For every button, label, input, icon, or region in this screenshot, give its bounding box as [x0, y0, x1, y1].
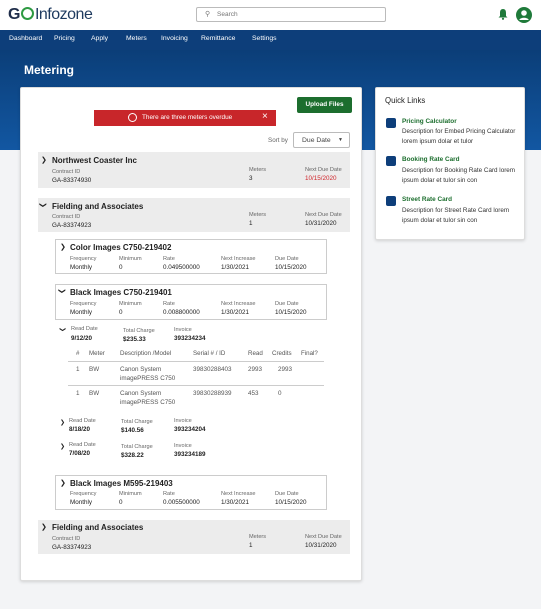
read-date-value: 8/18/20	[69, 426, 91, 433]
row-description: Canon System	[120, 390, 162, 397]
column-header: Final?	[301, 350, 318, 357]
minimum-label: Minimum	[119, 491, 142, 497]
next-due-label: Next Due Date	[305, 167, 342, 173]
link-icon	[386, 118, 396, 128]
total-charge-value: $328.22	[121, 452, 144, 459]
quick-link-description: Description for Embed Pricing Calculator lorem ipsum dolar et tulor	[402, 128, 516, 145]
chevron-down-icon[interactable]: ❯	[59, 326, 66, 333]
chevron-right-icon[interactable]: ❯	[41, 157, 47, 164]
row-number: 1	[76, 390, 80, 397]
frequency-label: Frequency	[70, 256, 97, 262]
table-divider	[68, 361, 324, 362]
meter-card[interactable]	[55, 239, 327, 274]
due-date-value: 10/15/2020	[275, 264, 307, 271]
next-due-value: 10/31/2020	[305, 220, 337, 227]
chevron-down-icon: ▼	[338, 137, 343, 143]
search-box[interactable]	[196, 7, 386, 22]
next-due-label: Next Due Date	[305, 212, 342, 218]
top-bar	[0, 0, 541, 30]
rate-label: Rate	[163, 256, 175, 262]
meters-label: Meters	[249, 212, 267, 218]
total-charge-value: $140.56	[121, 427, 144, 434]
sort-select[interactable]	[293, 132, 350, 148]
upload-files-button[interactable]: Upload Files	[297, 97, 352, 113]
search-input[interactable]	[217, 9, 377, 20]
next-increase-value: 1/30/2021	[221, 264, 250, 271]
next-increase-value: 1/30/2021	[221, 309, 250, 316]
row-credits: 0	[278, 390, 282, 397]
read-date-value: 7/08/20	[69, 450, 91, 457]
quick-link-description: Description for Booking Rate Card lorem ipsum dolar et tulor sin con	[402, 167, 516, 184]
total-charge-label: Total Charge	[123, 328, 155, 334]
due-date-value: 10/15/2020	[275, 499, 307, 506]
frequency-value: Monthly	[70, 309, 93, 316]
due-date-value: 10/15/2020	[275, 309, 307, 316]
meter-name: Color Images C750-219402	[70, 243, 172, 252]
page-title: Metering	[24, 63, 75, 77]
total-charge-label: Total Charge	[121, 444, 153, 450]
nav-settings[interactable]: Settings	[252, 35, 277, 42]
document-icon	[386, 156, 396, 166]
contract-id-label: Contract ID	[52, 169, 81, 175]
nav-dashboard[interactable]: Dashboard	[9, 35, 43, 42]
chevron-right-icon[interactable]: ❯	[41, 524, 47, 531]
chevron-down-icon[interactable]: ❯	[38, 202, 46, 208]
customer-group[interactable]	[38, 152, 350, 188]
chevron-right-icon[interactable]: ❯	[60, 444, 66, 450]
read-date-label: Read Date	[69, 418, 96, 424]
meter-name: Black Images M595-219403	[70, 479, 173, 488]
row-meter: BW	[89, 390, 100, 397]
chevron-right-icon[interactable]: ❯	[60, 420, 66, 426]
column-header: Credits	[272, 350, 292, 357]
nav-meters[interactable]: Meters	[126, 35, 147, 42]
table-divider	[68, 385, 324, 386]
row-model: imagePRESS C750	[120, 375, 176, 382]
column-header: #	[76, 350, 80, 357]
column-header: Meter	[89, 350, 105, 357]
main-nav	[0, 30, 541, 50]
quick-link-street-rate-card[interactable]: Street Rate Card	[402, 196, 453, 203]
rate-label: Rate	[163, 301, 175, 307]
meter-name: Black Images C750-219401	[70, 288, 172, 297]
read-date-label: Read Date	[69, 442, 96, 448]
customer-group[interactable]	[38, 198, 350, 232]
meters-value: 1	[249, 542, 253, 549]
sort-by-label: Sort by	[268, 137, 288, 144]
row-description: Canon System	[120, 366, 162, 373]
meter-card[interactable]	[55, 284, 327, 320]
chevron-right-icon[interactable]: ❯	[60, 480, 66, 487]
customer-name: Fielding and Associates	[52, 202, 144, 211]
contract-id-value: GA-83374923	[52, 222, 92, 229]
contract-id-label: Contract ID	[52, 214, 81, 220]
row-model: imagePRESS C750	[120, 399, 176, 406]
frequency-value: Monthly	[70, 264, 93, 271]
due-date-label: Due Date	[275, 256, 299, 262]
customer-group[interactable]	[38, 520, 350, 554]
nav-apply[interactable]: Apply	[91, 35, 109, 42]
overdue-alert	[94, 110, 276, 126]
next-due-label: Next Due Date	[305, 534, 342, 540]
chevron-right-icon[interactable]: ❯	[60, 244, 66, 251]
invoice-value[interactable]: 393234189	[174, 451, 206, 458]
next-increase-label: Next Increase	[221, 301, 256, 307]
contract-id-value: GA-83374930	[52, 177, 92, 184]
frequency-label: Frequency	[70, 301, 97, 307]
next-increase-value: 1/30/2021	[221, 499, 250, 506]
row-meter: BW	[89, 366, 100, 373]
chevron-down-icon[interactable]: ❯	[57, 288, 65, 294]
bell-icon[interactable]	[497, 8, 509, 20]
quick-links-title: Quick Links	[385, 96, 426, 105]
contract-id-value: GA-83374923	[52, 544, 92, 551]
nav-invoicing[interactable]: Invoicing	[161, 35, 188, 42]
rate-value: 0.049500000	[163, 264, 200, 271]
row-credits: 2993	[278, 366, 293, 373]
sort-value: Due Date	[302, 137, 331, 144]
row-read: 2993	[248, 366, 263, 373]
logo-ring-icon	[21, 7, 34, 20]
column-header: Read	[248, 350, 263, 357]
invoice-value[interactable]: 393234204	[174, 426, 206, 433]
meter-card[interactable]	[55, 475, 327, 510]
minimum-value: 0	[119, 264, 123, 271]
row-read: 453	[248, 390, 259, 397]
customer-name: Northwest Coaster Inc	[52, 156, 137, 165]
due-date-label: Due Date	[275, 301, 299, 307]
next-due-value: 10/31/2020	[305, 542, 337, 549]
minimum-value: 0	[119, 499, 123, 506]
minimum-label: Minimum	[119, 256, 142, 262]
next-due-value: 10/15/2020	[305, 175, 337, 182]
nav-remittance[interactable]: Remittance	[201, 35, 236, 42]
contract-id-label: Contract ID	[52, 536, 81, 542]
meters-value: 3	[249, 175, 253, 182]
total-charge-label: Total Charge	[121, 419, 153, 425]
frequency-value: Monthly	[70, 499, 93, 506]
infozone-logo[interactable]: G Infozone	[8, 6, 93, 23]
row-serial: 39830288403	[193, 366, 232, 373]
user-avatar-icon[interactable]	[516, 7, 532, 23]
next-increase-label: Next Increase	[221, 491, 256, 497]
minimum-value: 0	[119, 309, 123, 316]
read-date-label: Read Date	[71, 326, 98, 332]
quick-link-booking-rate-card[interactable]: Booking Rate Card	[402, 156, 460, 163]
row-number: 1	[76, 366, 80, 373]
meters-value: 1	[249, 220, 253, 227]
frequency-label: Frequency	[70, 491, 97, 497]
row-serial: 39830288939	[193, 390, 232, 397]
quick-link-description: Description for Street Rate Card lorem ipsum dolar et tulor sin con	[402, 207, 510, 224]
invoice-label: Invoice	[174, 327, 192, 333]
close-icon[interactable]: ×	[262, 111, 268, 122]
nav-pricing[interactable]: Pricing	[54, 35, 75, 42]
column-header: Serial # / ID	[193, 350, 226, 357]
due-date-label: Due Date	[275, 491, 299, 497]
read-date-value: 9/12/20	[71, 335, 93, 342]
invoice-label: Invoice	[174, 418, 192, 424]
quick-link-pricing-calculator[interactable]: Pricing Calculator	[402, 118, 457, 125]
alert-text: There are three meters overdue	[142, 114, 233, 121]
meters-label: Meters	[249, 534, 267, 540]
minimum-label: Minimum	[119, 301, 142, 307]
document-icon	[386, 196, 396, 206]
customer-name: Fielding and Associates	[52, 523, 144, 532]
total-charge-value: $235.33	[123, 336, 146, 343]
rate-value: 0.005500000	[163, 499, 200, 506]
rate-label: Rate	[163, 491, 175, 497]
invoice-label: Invoice	[174, 443, 192, 449]
rate-value: 0.008800000	[163, 309, 200, 316]
meters-label: Meters	[249, 167, 267, 173]
invoice-value[interactable]: 393234234	[174, 335, 206, 342]
search-icon: ⚲	[205, 11, 211, 18]
column-header: Description /Model	[120, 350, 172, 357]
next-increase-label: Next Increase	[221, 256, 256, 262]
clock-icon	[128, 113, 137, 122]
